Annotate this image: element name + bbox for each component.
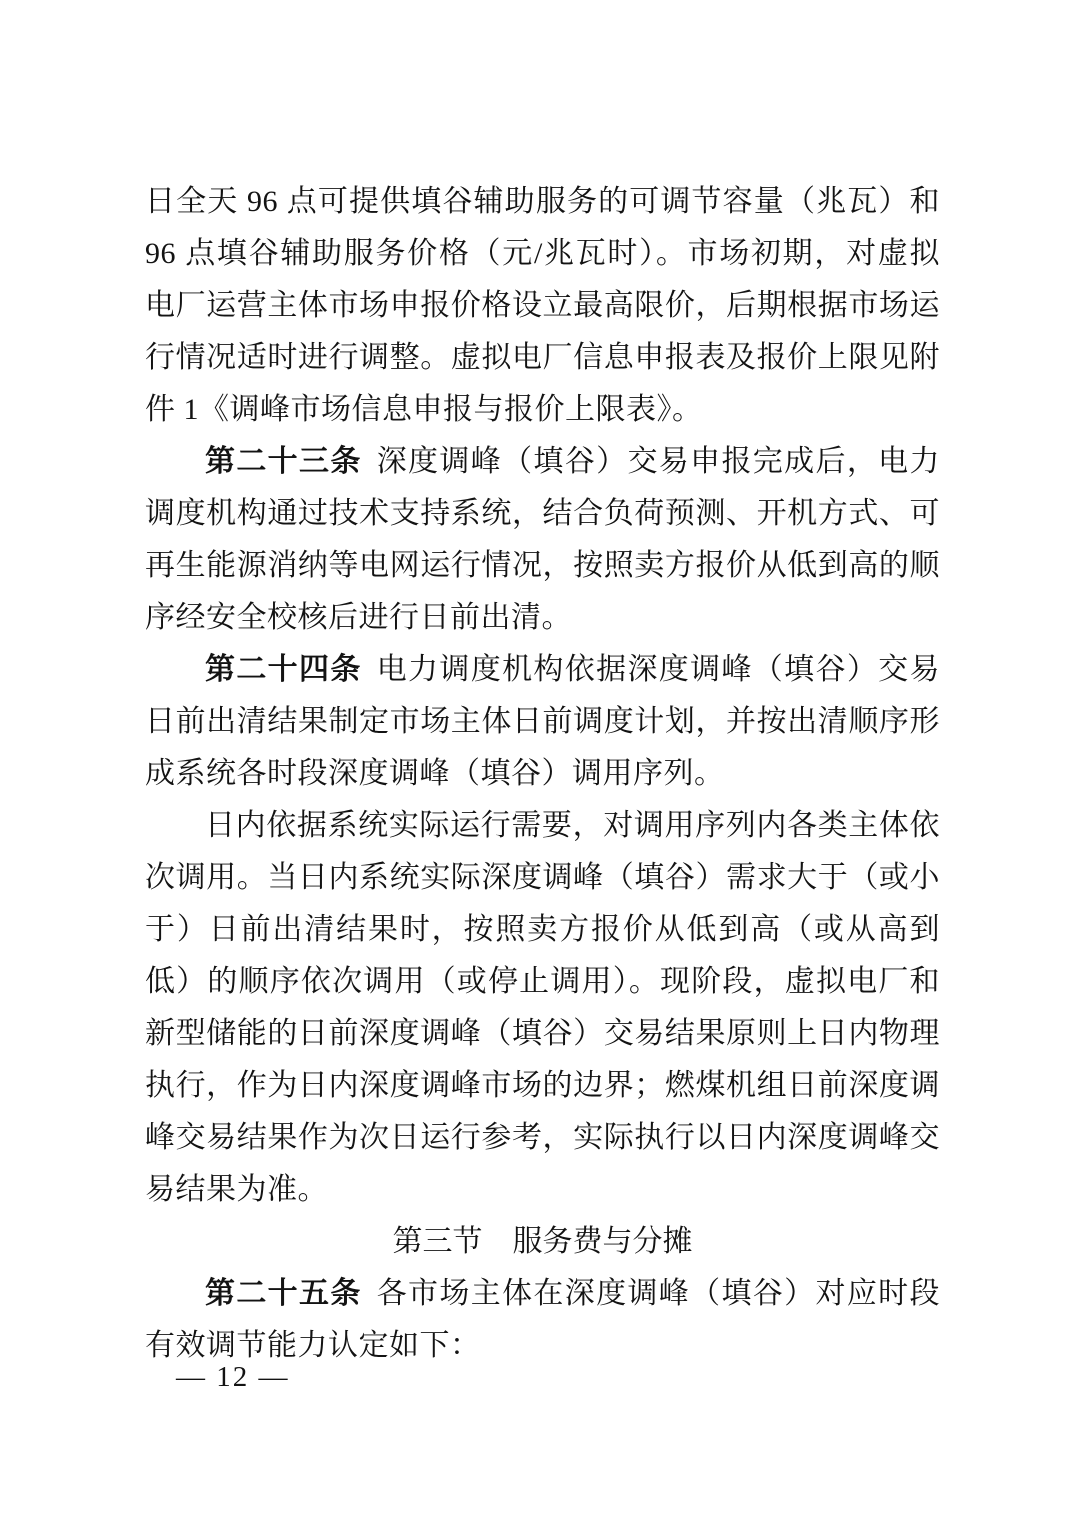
paragraph-article-23 <box>145 436 940 644</box>
article-number-24: 第二十四条 <box>205 653 362 686</box>
section-heading-number: 第三节 <box>392 1225 483 1258</box>
paragraph-text: 电力调度机构依据深度调峰（填谷）交易日前出清结果制定市场主体日前调度计划，并按出清顺序形成系统各时段深度调峰（填谷）调用序列。 <box>145 653 941 790</box>
section-heading <box>145 1216 940 1268</box>
paragraph-text: 日全天 96 点可提供填谷辅助服务的可调节容量（兆瓦）和 96 点填谷辅助服务价格（元/兆瓦时）。市场初期，对虚拟电厂运营主体市场申报价格设立最高限价，后期根据市场运行情况适时进行调整。虚拟电厂信息申报表及报价上限见附件 1《调峰市场信息申报与报价上限表》。 <box>145 185 940 426</box>
article-number-25: 第二十五条 <box>205 1277 362 1310</box>
paragraph-text: 深度调峰（填谷）交易申报完成后，电力调度机构通过技术支持系统，结合负荷预测、开机方式、可再生能源消纳等电网运行情况，按照卖方报价从低到高的顺序经安全校核后进行日前出清。 <box>145 445 941 634</box>
paragraph-text: 各市场主体在深度调峰（填谷）对应时段有效调节能力认定如下： <box>145 1277 941 1362</box>
article-number-23: 第二十三条 <box>205 445 362 478</box>
paragraph-intraday-dispatch <box>145 800 940 1216</box>
paragraph-continuation <box>145 176 940 436</box>
page-number: — 12 — <box>176 1361 290 1393</box>
paragraph-text: 日内依据系统实际运行需要，对调用序列内各类主体依次调用。当日内系统实际深度调峰（填谷）需求大于（或小于）日前出清结果时，按照卖方报价从低到高（或从高到低）的顺序依次调用（或停止调用）。现阶段，虚拟电厂和新型储能的日前深度调峰（填谷）交易结果原则上日内物理执行，作为日内深度调峰市场的边界；燃煤机组日前深度调峰交易结果作为次日运行参考，实际执行以日内深度调峰交易结果为准。 <box>145 809 940 1206</box>
section-heading-title: 服务费与分摊 <box>512 1225 693 1258</box>
paragraph-article-24 <box>145 644 940 800</box>
